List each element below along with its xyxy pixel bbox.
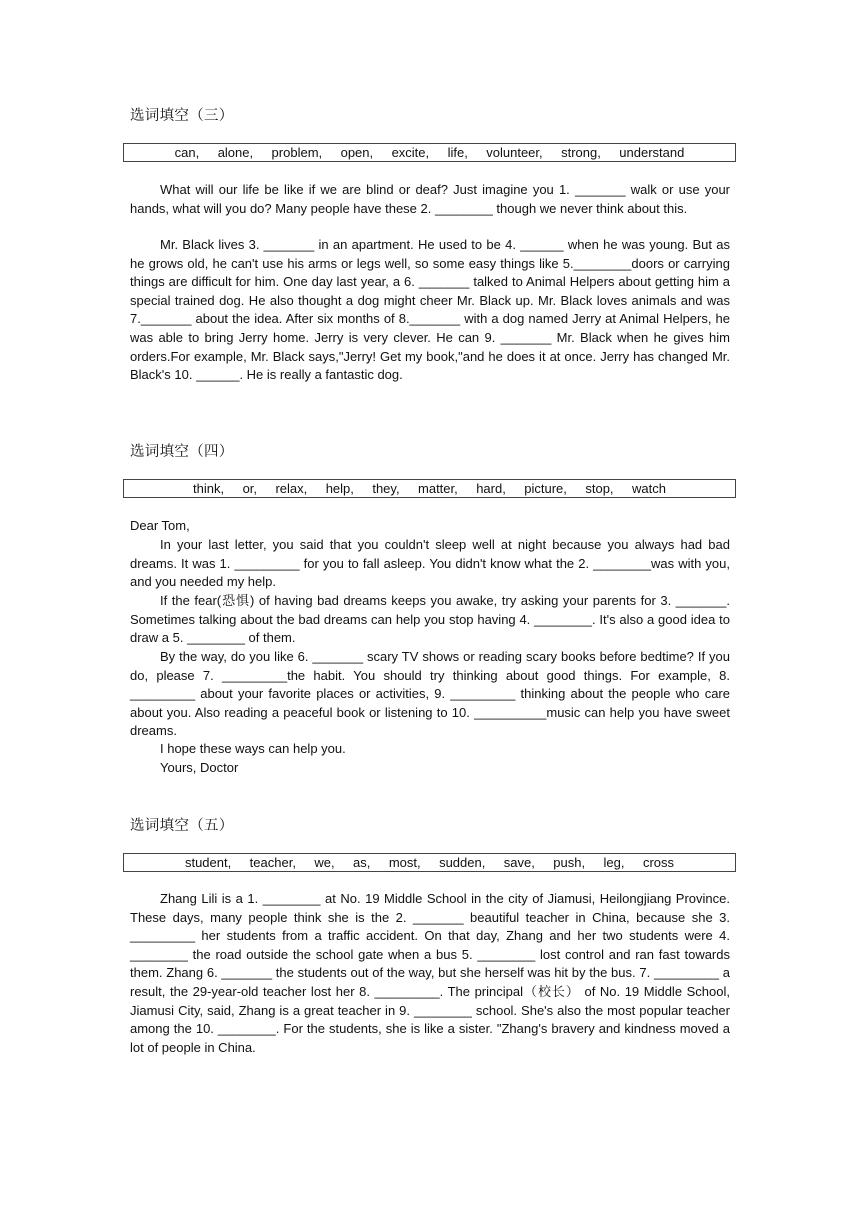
letter-salutation: Dear Tom, xyxy=(130,518,190,533)
paragraph: If the fear(恐惧) of having bad dreams keeps you awake, try asking your parents for 3. _______. Sometimes talking about the bad dreams can help you stop having 4. ________. It's also a good idea to draw a 5. ________ of them. xyxy=(130,593,730,646)
word-bank-box: think, or, relax, help, they, matter, hard, picture, stop, watch xyxy=(123,479,736,498)
paragraph: Zhang Lili is a 1. ________ at No. 19 Middle School in the city of Jiamusi, Heilongjiang Province. These days, many people think she is the 2. _______ beautiful teacher in China, because she 3. _________ her students from a traffic accident. On that day, Zhang and her two students were 4. ________ the road outside the school gate when a bus 5. ________ lost control and ran fast towards them. Zhang 6. _______ the students out of the way, but she herself was hit by the bus. 7. _________ a result, the 29-year-old teacher lost her 8. _________. The principal（校长） of No. 19 Middle School, Jiamusi City, said, Zhang is a great teacher in 9. ________ school. She's also the most popular teacher among the 10. ________. For the students, she is like a sister. "Zhang's bravery and kindness moved a lot of people in China. xyxy=(130,891,730,1055)
paragraph: I hope these ways can help you. xyxy=(160,741,346,756)
word-bank-box: can, alone, problem, open, excite, life, volunteer, strong, understand xyxy=(123,143,736,162)
word-bank-box: student, teacher, we, as, most, sudden, save, push, leg, cross xyxy=(123,853,736,872)
paragraph: What will our life be like if we are blind or deaf? Just imagine you 1. _______ walk or use your hands, what will you do? Many people have these 2. ________ though we never think about this. xyxy=(130,182,730,216)
paragraph: By the way, do you like 6. _______ scary TV shows or reading scary books before bedtime? If you do, please 7. _________the habit. You should try thinking about good things. For example, 8. _________ about your favorite places or activities, 9. _________ thinking about the people who care about you. Also reading a peaceful book or listening to 10. __________music can help you have sweet dreams. xyxy=(130,649,730,739)
section-title: 选词填空（五） xyxy=(130,818,234,834)
section-title: 选词填空（四） xyxy=(130,444,234,460)
paragraph: Mr. Black lives 3. _______ in an apartment. He used to be 4. ______ when he was young. But as he grows old, he can't use his arms or legs well, so some easy things like 5.________doors or carrying things are difficult for him. One day last year, a 6. _______ talked to Animal Helpers about getting him a special trained dog. He also thought a dog might cheer Mr. Black up. Mr. Black loves animals and was 7._______ about the idea. After six months of 8._______ with a dog named Jerry at Animal Helpers, he was able to bring Jerry home. Jerry is very clever. He can 9. _______ Mr. Black when he gives him orders.For example, Mr. Black says,"Jerry! Get my book,"and he does it at once. Jerry has changed Mr. Black's 10. ______. He is really a fantastic dog. xyxy=(130,237,730,383)
paragraph: In your last letter, you said that you couldn't sleep well at night because you always had bad dreams. It was 1. _________ for you to fall asleep. You didn't know what the 2. ________was with you, and you needed my help. xyxy=(130,537,730,590)
letter-signoff: Yours, Doctor xyxy=(160,760,239,775)
section-title: 选词填空（三） xyxy=(130,108,234,124)
